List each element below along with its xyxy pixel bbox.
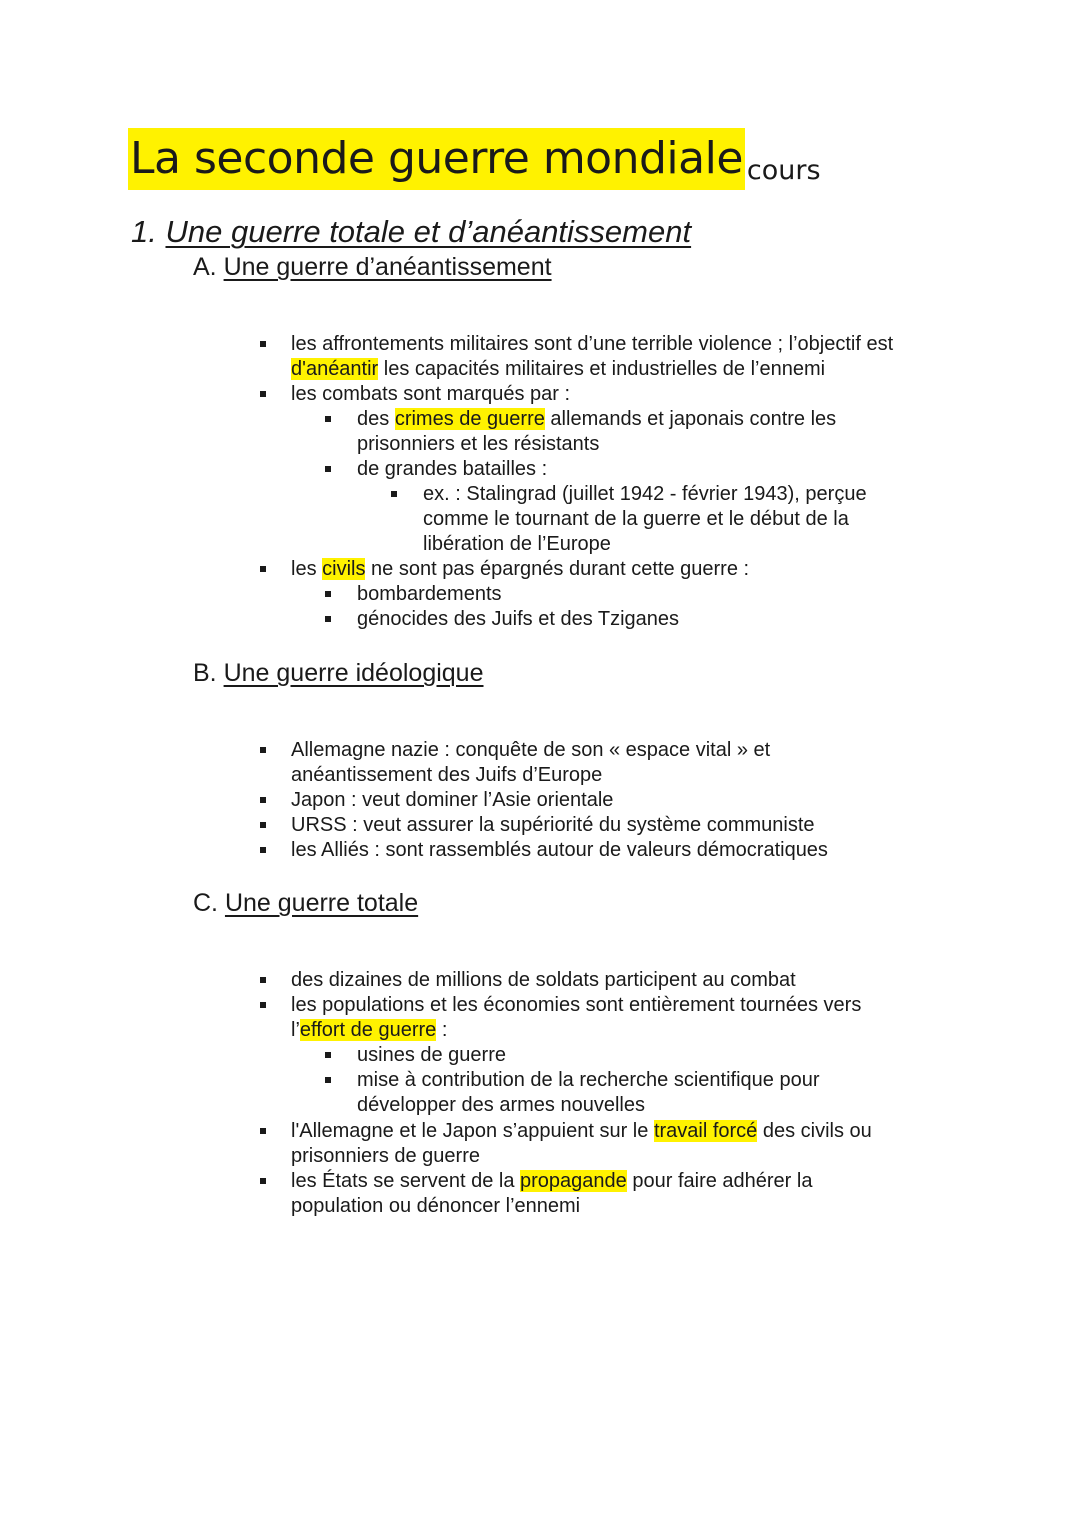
document-title	[128, 128, 821, 190]
list-item: usines de guerre	[357, 1044, 506, 1066]
part-c-letter: C.	[193, 889, 218, 917]
list-item: génocides des Juifs et des Tziganes	[357, 608, 680, 630]
list-item-continuation: population ou dénoncer l’ennemi	[291, 1195, 581, 1217]
list-item: de grandes batailles :	[357, 458, 548, 480]
list-item: ex. : Stalingrad (juillet 1942 - février 1943), perçue	[423, 483, 867, 505]
bullet-marker	[391, 491, 397, 497]
part-c-title: Une guerre totale	[224, 889, 419, 917]
bullet-marker	[260, 797, 266, 803]
bullet-marker	[260, 1128, 266, 1134]
list-item: les affrontements militaires sont d’une terrible violence ; l’objectif est	[291, 333, 894, 355]
highlight: d'anéantir	[291, 358, 379, 380]
bullet-marker	[260, 1002, 266, 1008]
bullet-marker	[325, 1077, 331, 1083]
part-b-letter: B.	[193, 659, 217, 687]
list-item: mise à contribution de la recherche scientifique pour	[357, 1069, 820, 1091]
list-item	[291, 1119, 872, 1144]
text-run: pour faire adhérer la	[626, 1170, 813, 1192]
title-subtitle: cours	[746, 155, 821, 186]
list-item: des dizaines de millions de soldats participent au combat	[291, 969, 796, 991]
list-item: bombardements	[357, 583, 502, 605]
text-run: allemands et japonais contre les	[544, 408, 837, 430]
list-item: URSS : veut assurer la supériorité du système communiste	[291, 814, 815, 836]
section-1-heading	[131, 213, 691, 251]
list-item-continuation: prisonniers et les résistants	[357, 433, 600, 455]
part-a-heading	[193, 252, 552, 282]
part-b-heading	[193, 658, 484, 688]
bullet-marker	[325, 416, 331, 422]
section-1-number: 1.	[131, 214, 157, 249]
text-run: les capacités militaires et industrielles de l’ennemi	[378, 358, 826, 380]
list-item-continuation: comme le tournant de la guerre et le début de la	[423, 508, 849, 530]
text-run: :	[436, 1019, 448, 1041]
bullet-marker	[260, 822, 266, 828]
bullet-marker	[325, 591, 331, 597]
section-1-title: Une guerre totale et d’anéantissement	[165, 214, 692, 249]
bullet-marker	[260, 747, 266, 753]
bullet-marker	[325, 1052, 331, 1058]
part-b-title: Une guerre idéologique	[223, 659, 484, 687]
highlight: civils	[322, 558, 366, 580]
highlight: effort de guerre	[299, 1019, 437, 1041]
list-item: Japon : veut dominer l’Asie orientale	[291, 789, 614, 811]
title-main: La seconde guerre mondiale	[128, 128, 745, 190]
list-item	[357, 407, 836, 432]
list-item-continuation	[291, 357, 825, 382]
highlight: crimes de guerre	[394, 408, 545, 430]
text-run: les	[291, 558, 323, 580]
bullet-marker	[260, 391, 266, 397]
text-run: les États se servent de la	[291, 1170, 521, 1192]
list-item-continuation: anéantissement des Juifs d’Europe	[291, 764, 603, 786]
list-item	[291, 557, 749, 582]
bullet-marker	[260, 341, 266, 347]
part-a-title: Une guerre d’anéantissement	[223, 253, 552, 281]
list-item: les combats sont marqués par :	[291, 383, 571, 405]
list-item-continuation	[291, 1018, 447, 1043]
text-run: l’	[291, 1019, 300, 1041]
bullet-marker	[260, 566, 266, 572]
highlight: travail forcé	[653, 1120, 758, 1142]
list-item: les Alliés : sont rassemblés autour de valeurs démocratiques	[291, 839, 828, 861]
list-item	[291, 1169, 812, 1194]
list-item-continuation: libération de l’Europe	[423, 533, 611, 555]
bullet-marker	[260, 847, 266, 853]
bullet-marker	[260, 977, 266, 983]
list-item: les populations et les économies sont entièrement tournées vers	[291, 994, 862, 1016]
bullet-marker	[325, 616, 331, 622]
list-item-continuation: prisonniers de guerre	[291, 1145, 480, 1167]
bullet-marker	[260, 1178, 266, 1184]
part-a-letter: A.	[193, 253, 217, 281]
bullet-marker	[325, 466, 331, 472]
text-run: l'Allemagne et le Japon s’appuient sur le	[291, 1120, 654, 1142]
part-c-heading	[193, 888, 418, 918]
list-item: Allemagne nazie : conquête de son « espace vital » et	[291, 739, 771, 761]
list-item-continuation: développer des armes nouvelles	[357, 1094, 645, 1116]
text-run: ne sont pas épargnés durant cette guerre :	[365, 558, 750, 580]
text-run: des	[357, 408, 395, 430]
text-run: des civils ou	[757, 1120, 872, 1142]
highlight: propagande	[520, 1170, 627, 1192]
